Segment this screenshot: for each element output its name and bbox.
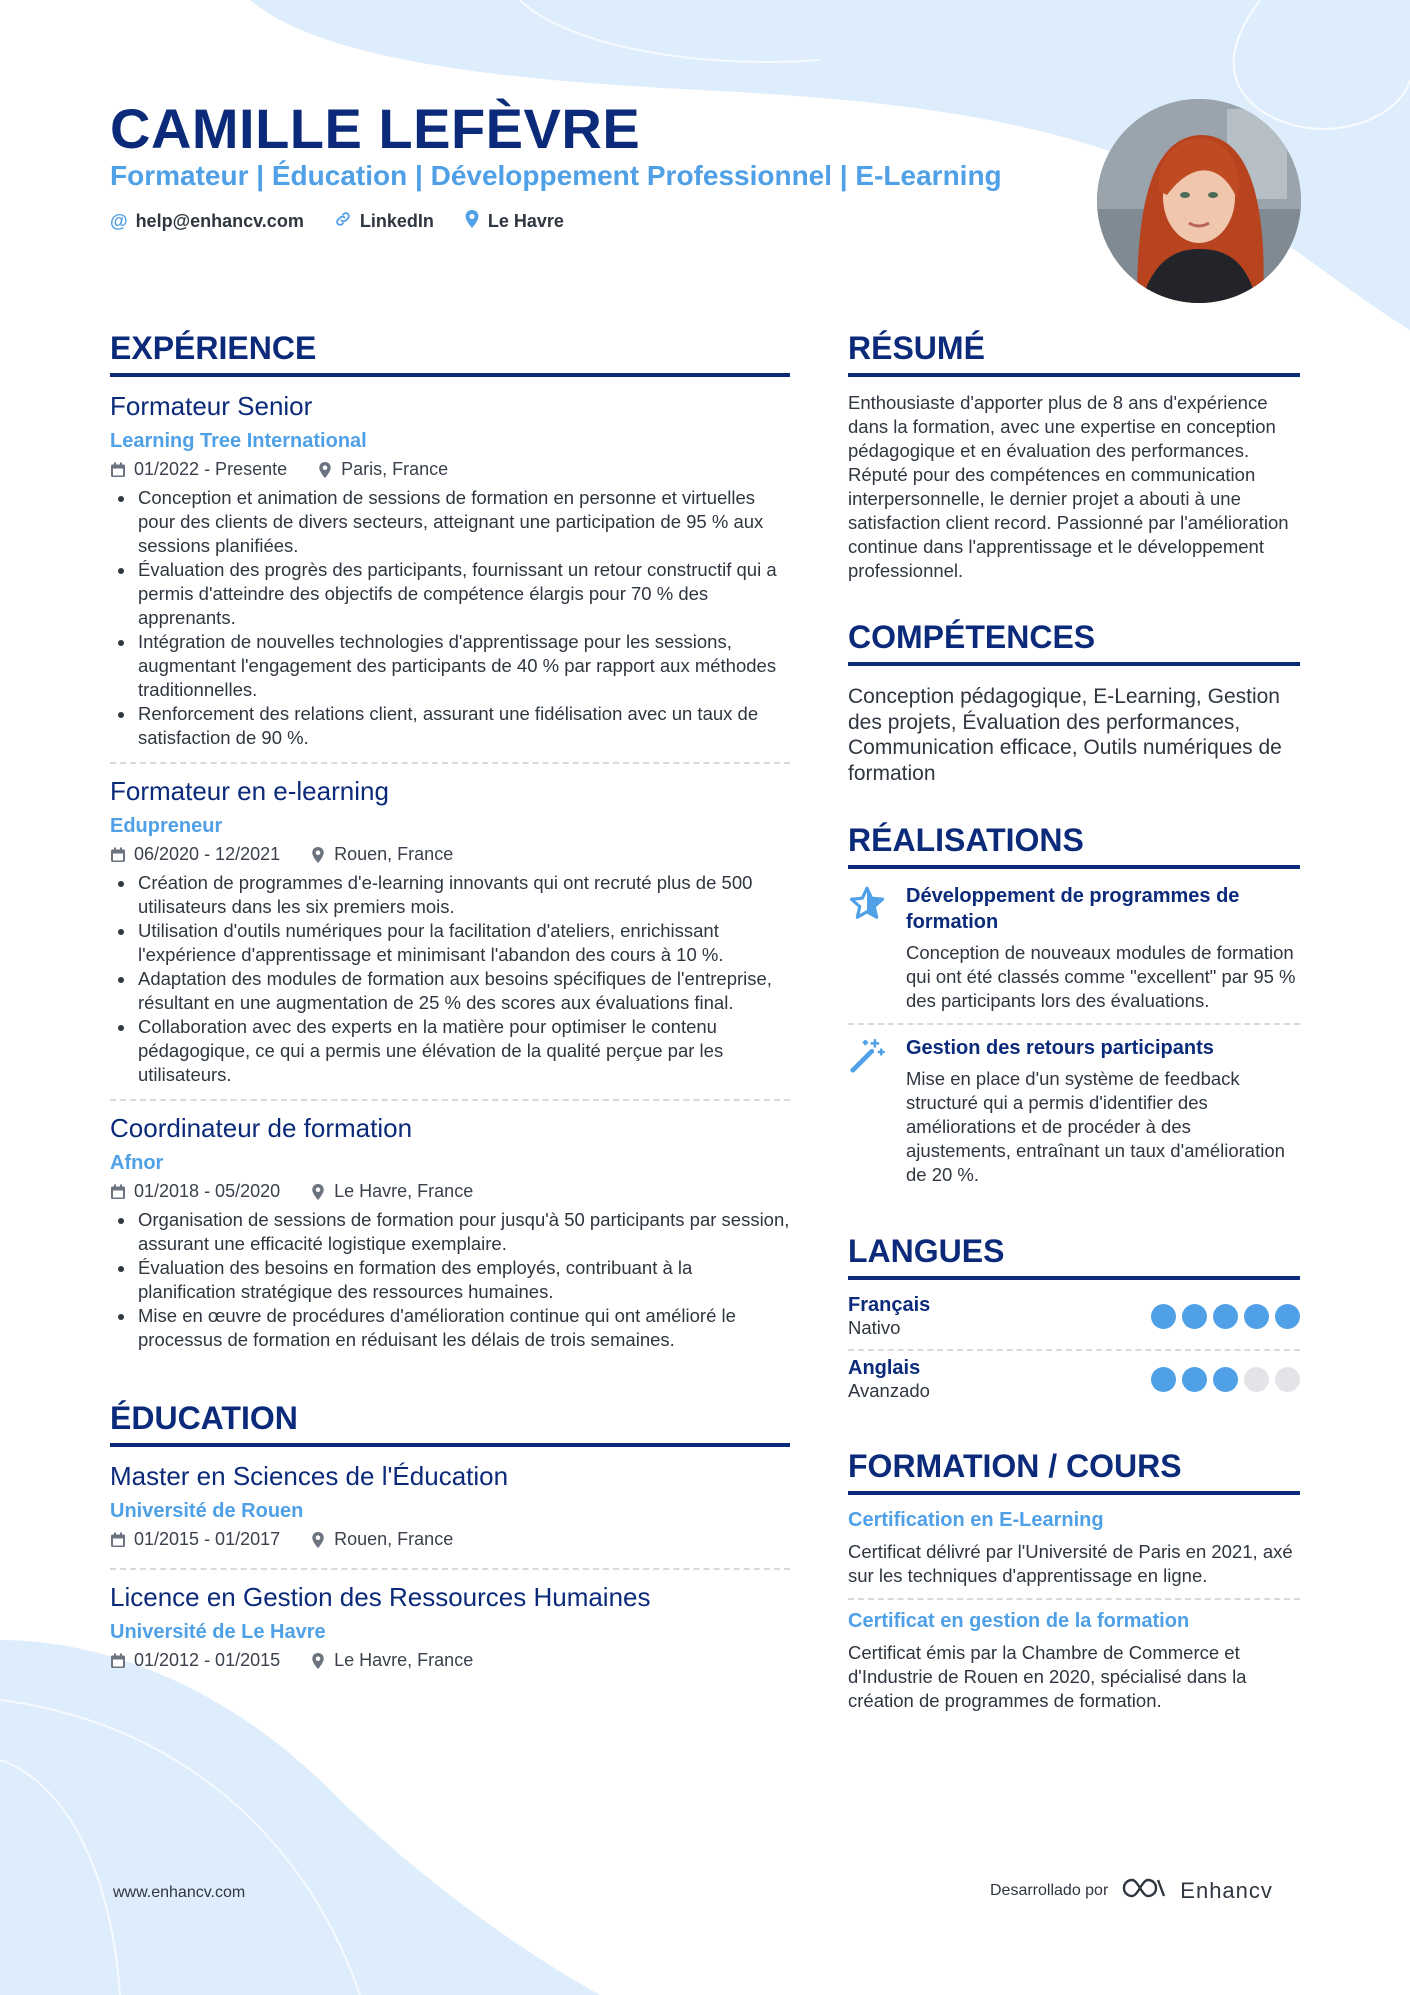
location-pin-icon [317,462,333,478]
location-pin-icon [310,1653,326,1669]
experience-heading: EXPÉRIENCE [110,330,790,377]
language-rating [1151,1304,1300,1329]
calendar-icon [110,1653,126,1669]
left-column [110,330,790,1689]
achievement-description: Conception de nouveaux modules de formation qui ont été classés comme "excellent" par 95 % des participants lors des évaluations. [906,942,1296,1011]
job-meta [110,844,790,865]
course-title: Certification en E-Learning [848,1509,1104,1531]
job-role: Coordinateur de formation [110,1113,413,1143]
language-level: Avanzado [848,1380,930,1401]
education-location: Le Havre, France [334,1650,474,1670]
rating-dot-empty [1275,1367,1300,1392]
achievement-description: Mise en place d'un système de feedback structuré qui a permis d'identifier des améliorations et de procéder à des ajustements, entraînant un taux d'amélioration de 20 %. [906,1068,1285,1185]
languages-heading: LANGUES [848,1233,1300,1280]
job-dates: 06/2020 - 12/2021 [134,844,281,864]
location-pin-icon [464,210,480,233]
education-heading: ÉDUCATION [110,1400,790,1447]
brand-name: Enhancv [1180,1877,1273,1903]
star-icon [848,883,888,1013]
location-pin-icon [310,1532,326,1548]
rating-dot-empty [1244,1367,1269,1392]
bullet-item: Renforcement des relations client, assurant une fidélisation avec un taux de satisfaction de 90 %. [110,702,790,750]
language-item [848,1351,1300,1412]
job-meta [110,1181,790,1202]
course-title: Certificat en gestion de la formation [848,1610,1190,1632]
job-company: Afnor [110,1152,164,1174]
courses-section [848,1448,1300,1723]
course-item [848,1610,1300,1723]
degree-title: Licence en Gestion des Ressources Humaines [110,1582,651,1612]
skills-heading: COMPÉTENCES [848,619,1300,666]
calendar-icon [110,1184,126,1200]
job-bullets [110,486,790,750]
calendar-icon [110,462,126,478]
rating-dot-filled [1151,1304,1176,1329]
education-meta [110,1529,790,1550]
bullet-item: Création de programmes d'e-learning innovants qui ont recruté plus de 500 utilisateurs dans les six premiers mois. [110,871,790,919]
language-rating [1151,1367,1300,1392]
job-entry [110,391,790,764]
rating-dot-filled [1182,1367,1207,1392]
summary-heading: RÉSUMÉ [848,330,1300,377]
education-meta [110,1650,790,1671]
email-text: help@enhancv.com [135,211,304,231]
calendar-icon [110,847,126,863]
bullet-item: Utilisation d'outils numériques pour la facilitation d'ateliers, enrichissant l'expérience d'apprentissage et minimisant l'abandon des cours à 10 %. [110,919,790,967]
achievement-title: Gestion des retours participants [906,1037,1214,1059]
bullet-item: Adaptation des modules de formation aux besoins spécifiques de l'entreprise, résultant en une augmentation de 25 % des scores aux évaluations final. [110,967,790,1015]
achievements-heading: RÉALISATIONS [848,822,1300,869]
degree-title: Master en Sciences de l'Éducation [110,1461,509,1491]
job-company: Learning Tree International [110,430,367,452]
job-role: Formateur Senior [110,391,313,421]
footer-branding [990,1876,1273,1905]
job-entry [110,776,790,1101]
school-name: Université de Le Havre [110,1621,326,1643]
contact-bar [110,210,564,233]
candidate-name: CAMILLE LEFÈVRE [110,97,641,160]
profile-photo [1097,99,1301,303]
summary-text: Enthousiaste d'apporter plus de 8 ans d'expérience dans la formation, avec une expertise en conception pédagogique et en évaluation des performances. Réputé pour des compétences en communication interpersonnelle, le dernier projet a abouti à une satisfaction client record. Passionné par l'amélioration continue dans l'apprentissage et le développement professionnel. [848,392,1289,581]
school-name: Université de Rouen [110,1500,304,1522]
magic-wand-icon [848,1035,888,1187]
achievement-item [848,883,1300,1025]
education-entry [110,1582,790,1689]
rating-dot-filled [1213,1367,1238,1392]
right-column [848,330,1300,1759]
courses-heading: FORMATION / COURS [848,1448,1300,1495]
contact-linkedin[interactable] [334,210,434,233]
job-company: Edupreneur [110,815,223,837]
language-name: Français [848,1294,931,1316]
achievement-title: Développement de programmes de formation [906,885,1240,933]
bullet-item: Intégration de nouvelles technologies d'apprentissage pour les sessions, augmentant l'engagement des participants de 40 % par rapport aux méthodes traditionnelles. [110,630,790,702]
bullet-item: Évaluation des besoins en formation des employés, contribuant à la planification stratégique des ressources humaines. [110,1256,790,1304]
job-meta [110,459,790,480]
bullet-item: Conception et animation de sessions de formation en personne et virtuelles pour des clients de divers secteurs, atteignant une participation de 95 % aux sessions planifiées. [110,486,790,558]
job-bullets [110,1208,790,1352]
rating-dot-filled [1244,1304,1269,1329]
achievements-section [848,822,1300,1197]
link-icon [334,210,352,233]
achievement-item [848,1035,1300,1197]
candidate-title: Formateur | Éducation | Développement Professionnel | E-Learning [110,160,1002,191]
at-icon: @ [110,211,128,231]
summary-section [848,330,1300,583]
education-location: Rouen, France [334,1529,454,1549]
bullet-item: Collaboration avec des experts en la matière pour optimiser le contenu pédagogique, ce qui a permis une élévation de la qualité perçue par les utilisateurs. [110,1015,790,1087]
language-level: Nativo [848,1317,901,1338]
rating-dot-filled [1213,1304,1238,1329]
enhancv-logo-icon [1120,1876,1168,1905]
bullet-item: Évaluation des progrès des participants, fournissant un retour constructif qui a permis d'atteindre des objectifs de compétence élargis pour 70 % des apprenants. [110,558,790,630]
contact-email[interactable] [110,210,304,233]
contact-location [464,210,564,233]
rating-dot-filled [1275,1304,1300,1329]
bullet-item: Organisation de sessions de formation pour jusqu'à 50 participants par session, assurant une efficacité logistique exemplaire. [110,1208,790,1256]
job-location: Rouen, France [334,844,454,864]
experience-section [110,330,790,1364]
location-pin-icon [310,847,326,863]
course-item [848,1509,1300,1600]
skills-section [848,619,1300,786]
job-entry [110,1113,790,1364]
rating-dot-filled [1151,1367,1176,1392]
job-dates: 01/2018 - 05/2020 [134,1181,281,1201]
rating-dot-filled [1182,1304,1207,1329]
job-bullets [110,871,790,1087]
language-item [848,1288,1300,1351]
education-dates: 01/2015 - 01/2017 [134,1529,281,1549]
calendar-icon [110,1532,126,1548]
job-location: Paris, France [341,459,449,479]
job-dates: 01/2022 - Presente [134,459,288,479]
footer-website[interactable]: www.enhancv.com [113,1884,246,1901]
skills-text: Conception pédagogique, E-Learning, Gestion des projets, Évaluation des performances, Communication efficace, Outils numériques de formation [848,685,1282,785]
location-pin-icon [310,1184,326,1200]
education-section [110,1400,790,1689]
job-role: Formateur en e-learning [110,776,389,806]
powered-by-text: Desarrollado por [990,1881,1109,1899]
job-location: Le Havre, France [334,1181,474,1201]
education-entry [110,1461,790,1570]
education-dates: 01/2012 - 01/2015 [134,1650,281,1670]
languages-section [848,1233,1300,1412]
bullet-item: Mise en œuvre de procédures d'amélioration continue qui ont amélioré le processus de formation en réduisant les délais de trois semaines. [110,1304,790,1352]
course-description: Certificat émis par la Chambre de Commerce et d'Industrie de Rouen en 2020, spécialisé dans la création de programmes de formation. [848,1642,1247,1711]
location-text: Le Havre [487,211,564,231]
course-description: Certificat délivré par l'Université de Paris en 2021, axé sur les techniques d'apprentissage en ligne. [848,1541,1293,1586]
language-name: Anglais [848,1357,921,1379]
linkedin-text: LinkedIn [359,211,434,231]
